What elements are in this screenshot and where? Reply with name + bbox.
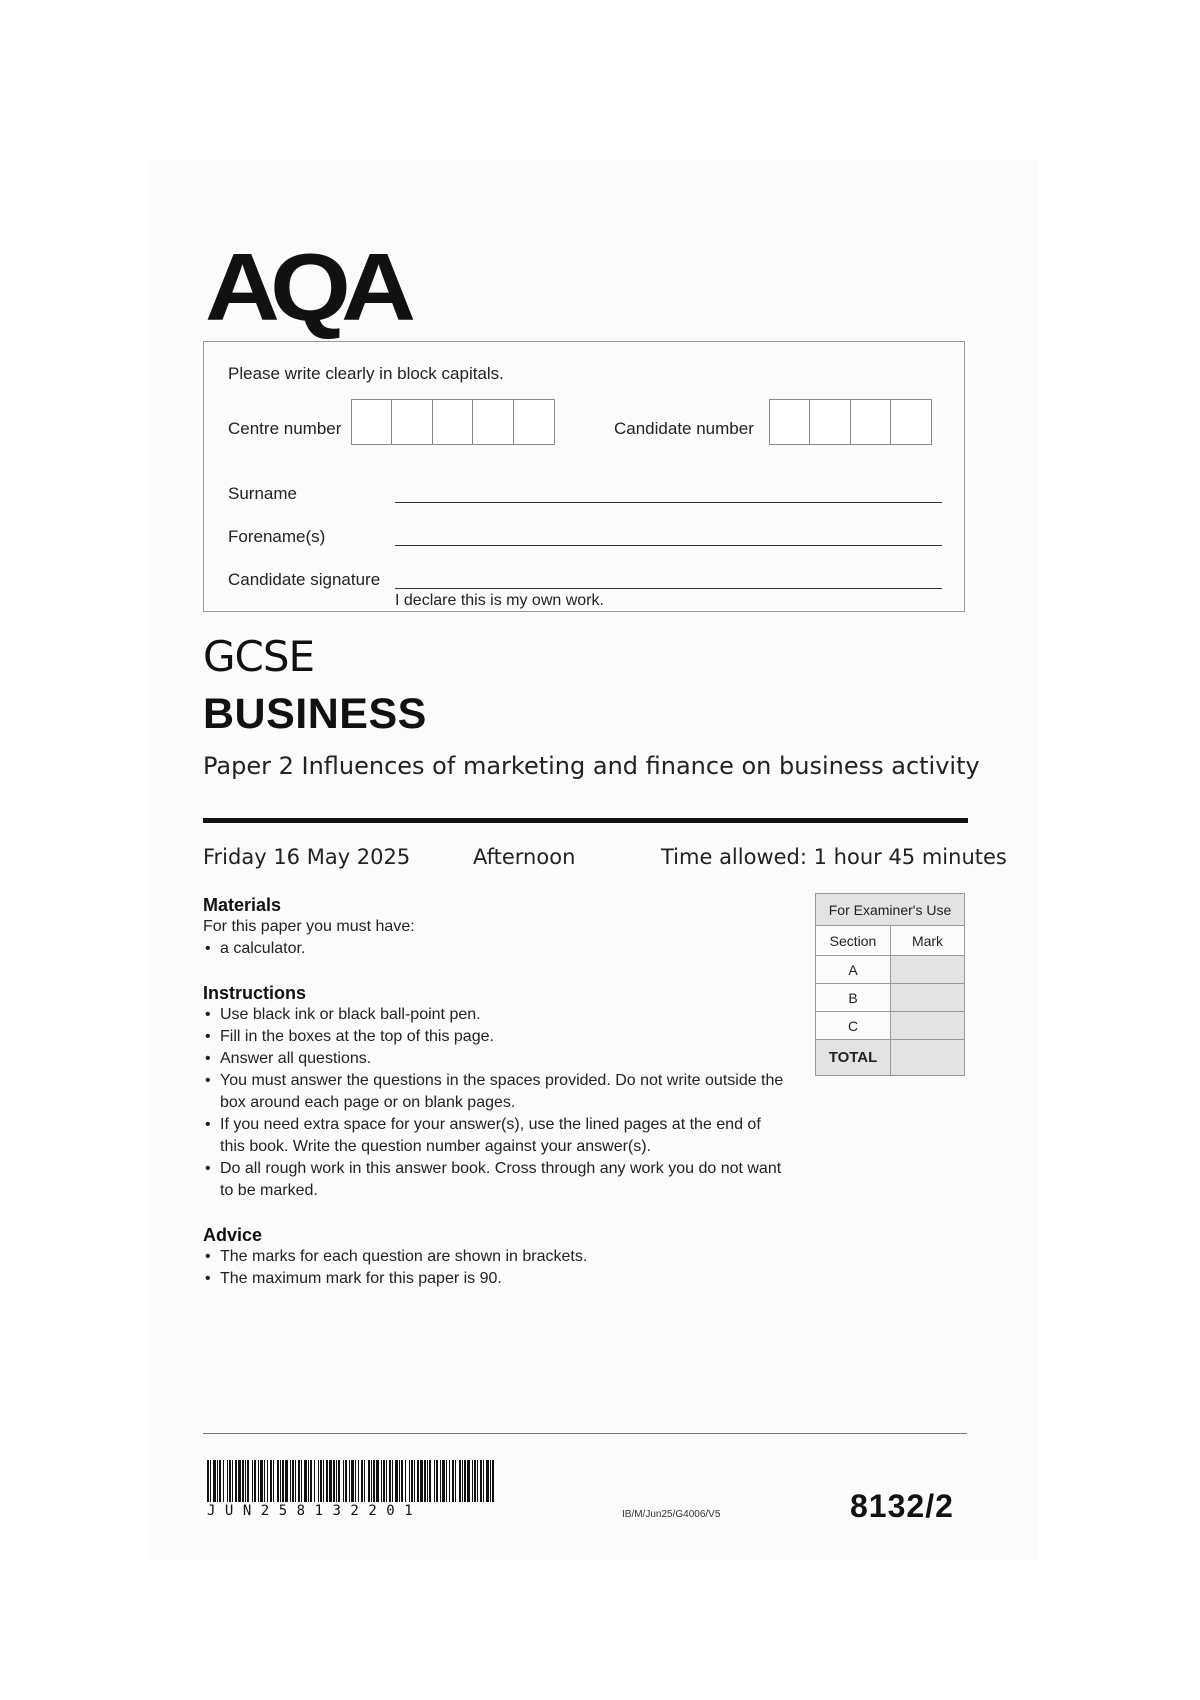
centre-digit-box[interactable] (513, 399, 555, 445)
signature-label: Candidate signature (228, 570, 381, 589)
forename-field[interactable] (395, 545, 942, 546)
subject-title: BUSINESS (203, 690, 427, 738)
candidate-digit-box[interactable] (769, 399, 811, 445)
list-item: • The maximum mark for this paper is 90. (203, 1268, 783, 1290)
materials-intro: For this paper you must have: (203, 918, 415, 935)
candidate-digit-box[interactable] (850, 399, 892, 445)
section-label: B (816, 984, 891, 1012)
candidate-number-label: Candidate number (614, 419, 754, 438)
mark-cell (891, 956, 965, 984)
candidate-digit-box[interactable] (890, 399, 932, 445)
list-item: • If you need extra space for your answer(s), use the lined pages at the end of this book. Write the question number against your answer(s). (203, 1114, 788, 1158)
materials-section (203, 895, 783, 960)
surname-field[interactable] (395, 502, 942, 503)
forename-label: Forename(s) (228, 527, 326, 546)
mark-cell (891, 984, 965, 1012)
centre-digit-box[interactable] (472, 399, 514, 445)
instructions-list (203, 1004, 788, 1202)
examiner-use-table (815, 893, 965, 1076)
section-label: C (816, 1012, 891, 1040)
instructions-heading: Instructions (203, 983, 307, 1003)
barcode-number: JUN258132201 (207, 1503, 423, 1519)
paper-title: Paper 2 Influences of marketing and finance on business activity (203, 752, 980, 780)
total-label: TOTAL (816, 1040, 891, 1076)
list-item: • The marks for each question are shown in brackets. (203, 1246, 783, 1268)
total-mark-cell (891, 1040, 965, 1076)
barcode (207, 1460, 497, 1502)
list-item: • Do all rough work in this answer book. Cross through any work you do not want to be marked. (203, 1158, 788, 1202)
centre-digit-box[interactable] (391, 399, 433, 445)
paper-code: 8132/2 (850, 1488, 954, 1524)
examiner-table-title: For Examiner's Use (816, 894, 965, 926)
surname-label: Surname (228, 484, 297, 503)
centre-digit-box[interactable] (432, 399, 474, 445)
materials-list (203, 938, 783, 960)
signature-field[interactable] (395, 588, 942, 589)
document-reference: IB/M/Jun25/G4006/V5 (622, 1509, 721, 1520)
instructions-section (203, 983, 788, 1202)
candidate-digit-box[interactable] (809, 399, 851, 445)
exam-date: Friday 16 May 2025 (203, 845, 411, 869)
list-item: • Use black ink or black ball-point pen. (203, 1004, 788, 1026)
section-label: A (816, 956, 891, 984)
materials-heading: Materials (203, 895, 282, 915)
centre-number-field[interactable] (352, 399, 555, 445)
centre-digit-box[interactable] (351, 399, 393, 445)
title-divider (203, 818, 968, 823)
qualification-title: GCSE (203, 632, 315, 681)
section-column-header: Section (816, 926, 891, 956)
advice-heading: Advice (203, 1225, 263, 1245)
aqa-logo: AQA (205, 234, 407, 341)
list-item: • Answer all questions. (203, 1048, 788, 1070)
advice-list (203, 1246, 783, 1290)
declaration-text: I declare this is my own work. (395, 592, 604, 609)
mark-cell (891, 1012, 965, 1040)
time-allowed: Time allowed: 1 hour 45 minutes (661, 845, 1007, 869)
exam-session: Afternoon (473, 845, 576, 869)
list-item: • Fill in the boxes at the top of this page. (203, 1026, 788, 1048)
mark-column-header: Mark (891, 926, 965, 956)
block-capitals-instruction: Please write clearly in block capitals. (228, 364, 504, 383)
centre-number-label: Centre number (228, 419, 342, 438)
footer-divider (203, 1433, 967, 1434)
list-item: • You must answer the questions in the spaces provided. Do not write outside the box around each page or on blank pages. (203, 1070, 788, 1114)
advice-section (203, 1225, 783, 1290)
candidate-number-field[interactable] (770, 399, 932, 445)
list-item: • a calculator. (203, 938, 783, 960)
